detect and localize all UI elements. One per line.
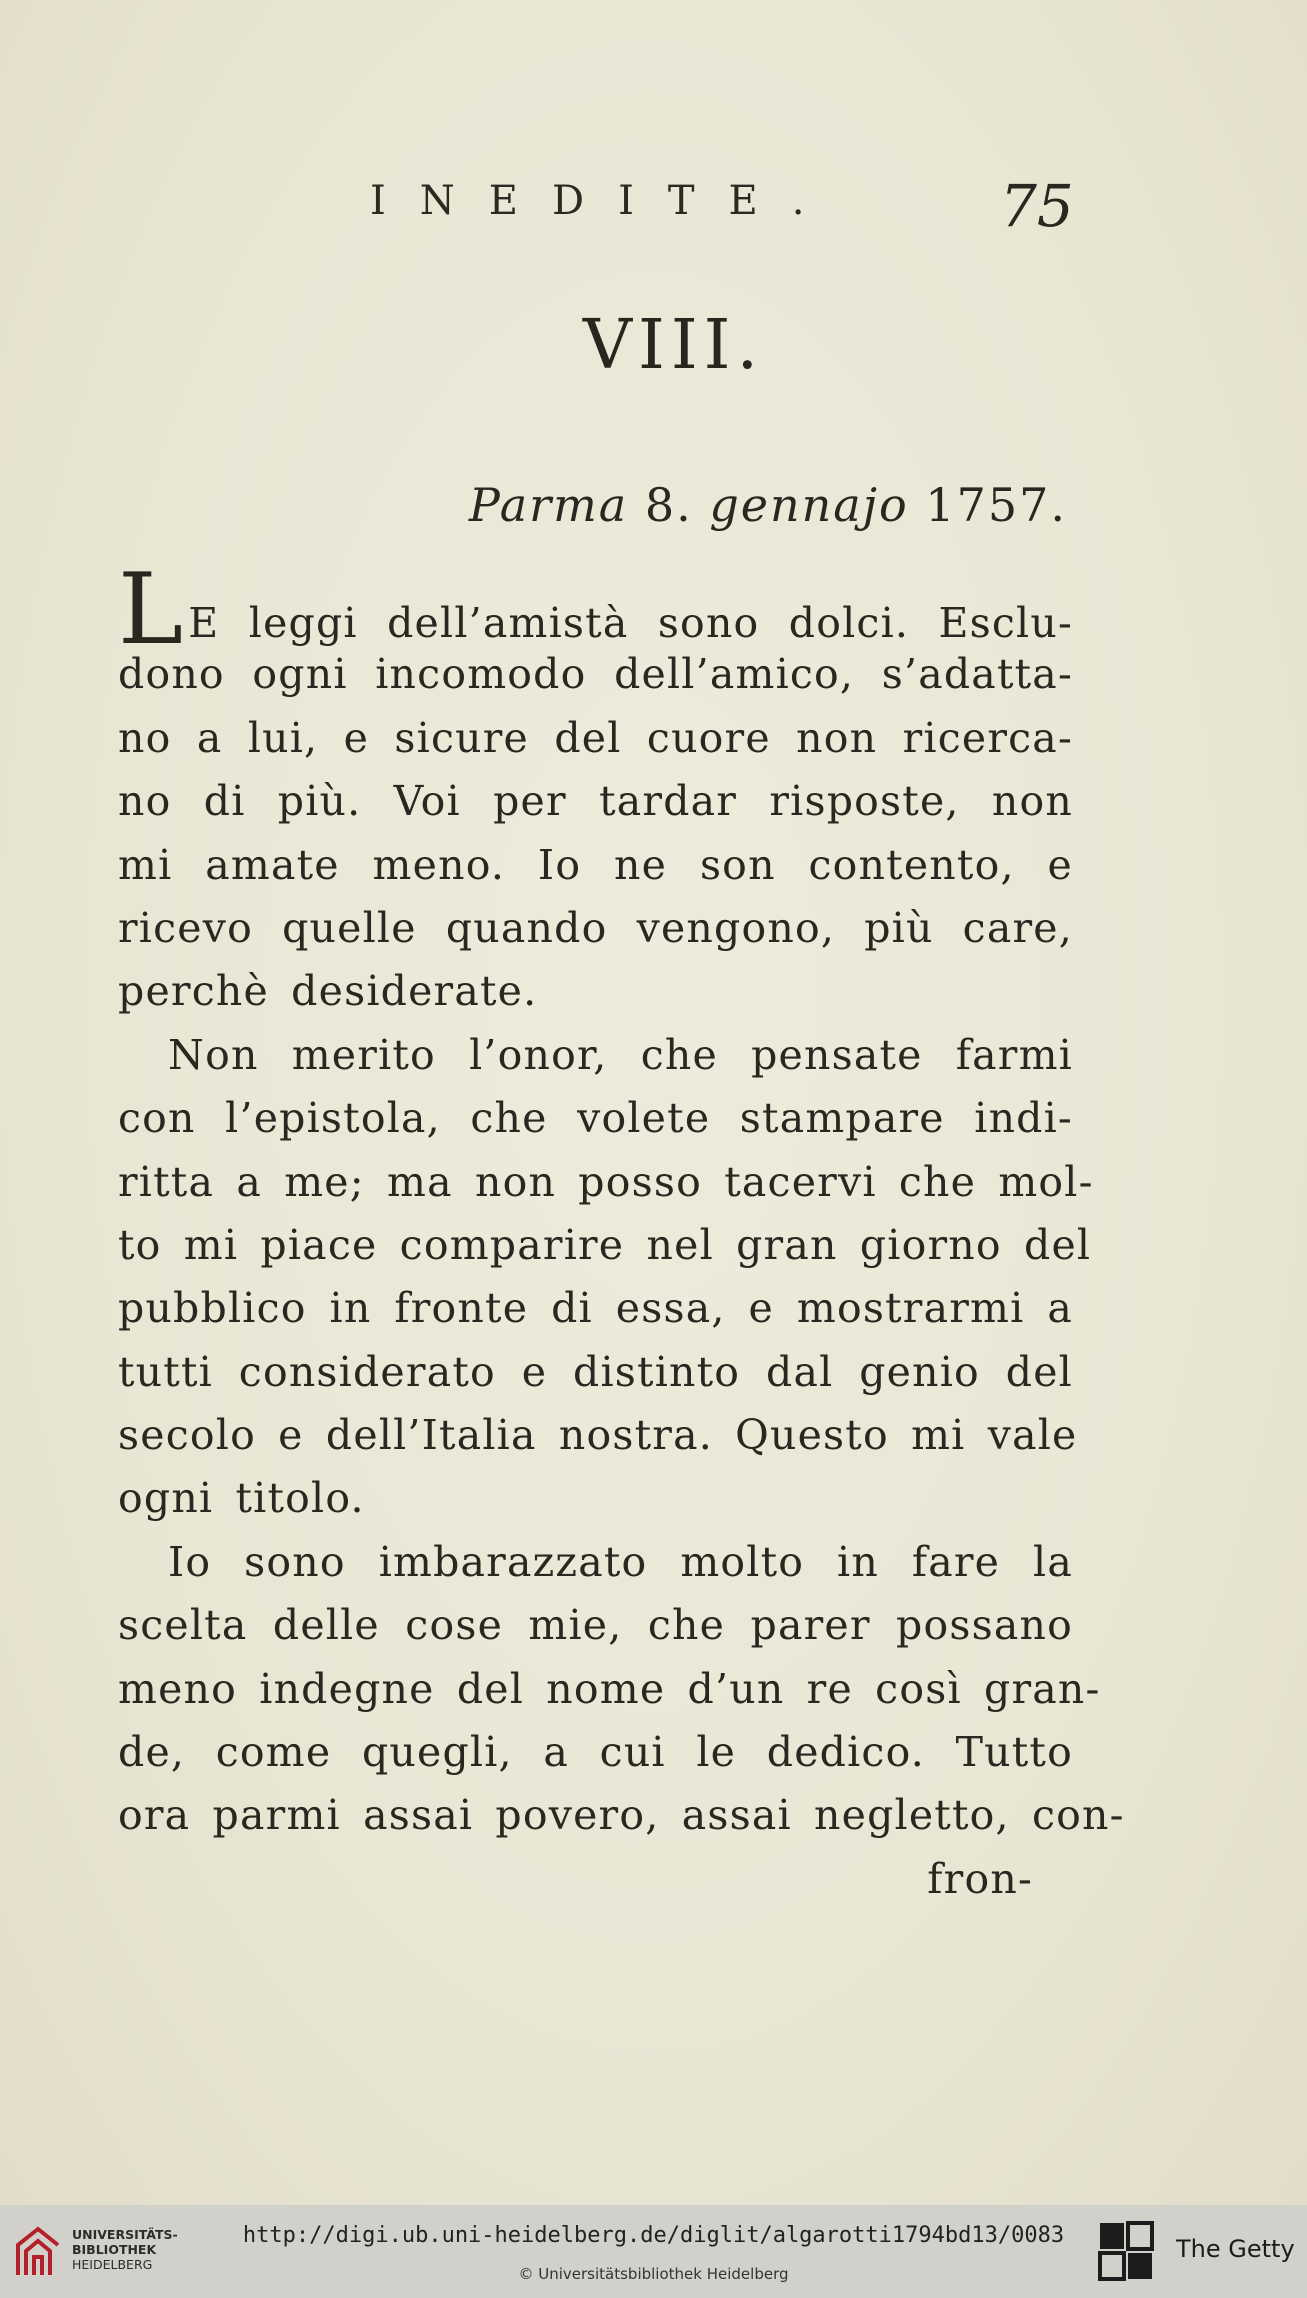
text-line: meno indegne del nome d’un re così gran- (118, 1664, 1101, 1713)
text-line (118, 553, 1073, 667)
text-line: secolo e dell’Italia nostra. Questo mi vale (118, 1411, 1078, 1460)
text-line: no di più. Voi per tardar risposte, non (118, 777, 1073, 826)
getty-logo-icon (1098, 2221, 1154, 2281)
text-line: scelta delle cose mie, che parer possano (118, 1601, 1073, 1650)
permalink-url[interactable]: http://digi.ub.uni-heidelberg.de/diglit/algarotti1794bd13/0083 (242, 2223, 1065, 2248)
text-line: ricevo quelle quando vengono, più care, (118, 903, 1073, 952)
text-line: mi amate meno. Io ne son contento, e (118, 840, 1073, 889)
catchword: fron- (927, 1854, 1033, 1903)
text-line: ogni titolo. (118, 1474, 365, 1523)
dateline-year: 1757. (925, 478, 1067, 532)
text-line: no a lui, e sicure del cuore non ricerca- (118, 713, 1073, 762)
text-line: ritta a me; ma non posso tacervi che mol- (118, 1157, 1094, 1206)
text-line: dono ogni incomodo dell’amico, s’adatta- (118, 650, 1073, 699)
dateline (469, 478, 1067, 532)
partner-name: The Getty (1176, 2235, 1295, 2263)
text-line: Io sono imbarazzato molto in fare la (168, 1537, 1073, 1586)
copyright-notice: © Universitätsbibliothek Heidelberg (518, 2265, 789, 2283)
dateline-month: gennajo (709, 478, 909, 532)
running-head (0, 172, 1307, 242)
text-line: perchè desiderate. (118, 967, 538, 1016)
running-title: INEDITE. (370, 178, 839, 224)
library-name-line2: BIBLIOTHEK (72, 2242, 157, 2257)
library-name-line1: UNIVERSITÄTS- (72, 2227, 178, 2242)
first-line-text: E leggi dell’amistà sono dolci. Esclu- (188, 599, 1073, 647)
text-line: ora parmi assai povero, assai negletto, con- (118, 1791, 1125, 1840)
chapter-number: VIII. (582, 306, 765, 385)
drop-cap: L (118, 553, 185, 667)
text-line: to mi piace comparire nel gran giorno del (118, 1220, 1092, 1269)
page-number: 75 (1000, 172, 1074, 240)
letter-body (118, 553, 1125, 1911)
dateline-day: 8. (644, 478, 693, 532)
dateline-place: Parma (468, 478, 629, 532)
text-line: con l’epistola, che volete stampare indi- (118, 1094, 1073, 1143)
library-name-line3: HEIDELBERG (72, 2257, 153, 2272)
footer-bar (0, 2205, 1307, 2298)
text-line: Non merito l’onor, che pensate farmi (168, 1030, 1073, 1079)
text-line: tutti considerato e distinto dal genio del (118, 1347, 1073, 1396)
text-line: pubblico in fronte di essa, e mostrarmi a (118, 1284, 1073, 1333)
text-line: de, come quegli, a cui le dedico. Tutto (118, 1728, 1073, 1777)
